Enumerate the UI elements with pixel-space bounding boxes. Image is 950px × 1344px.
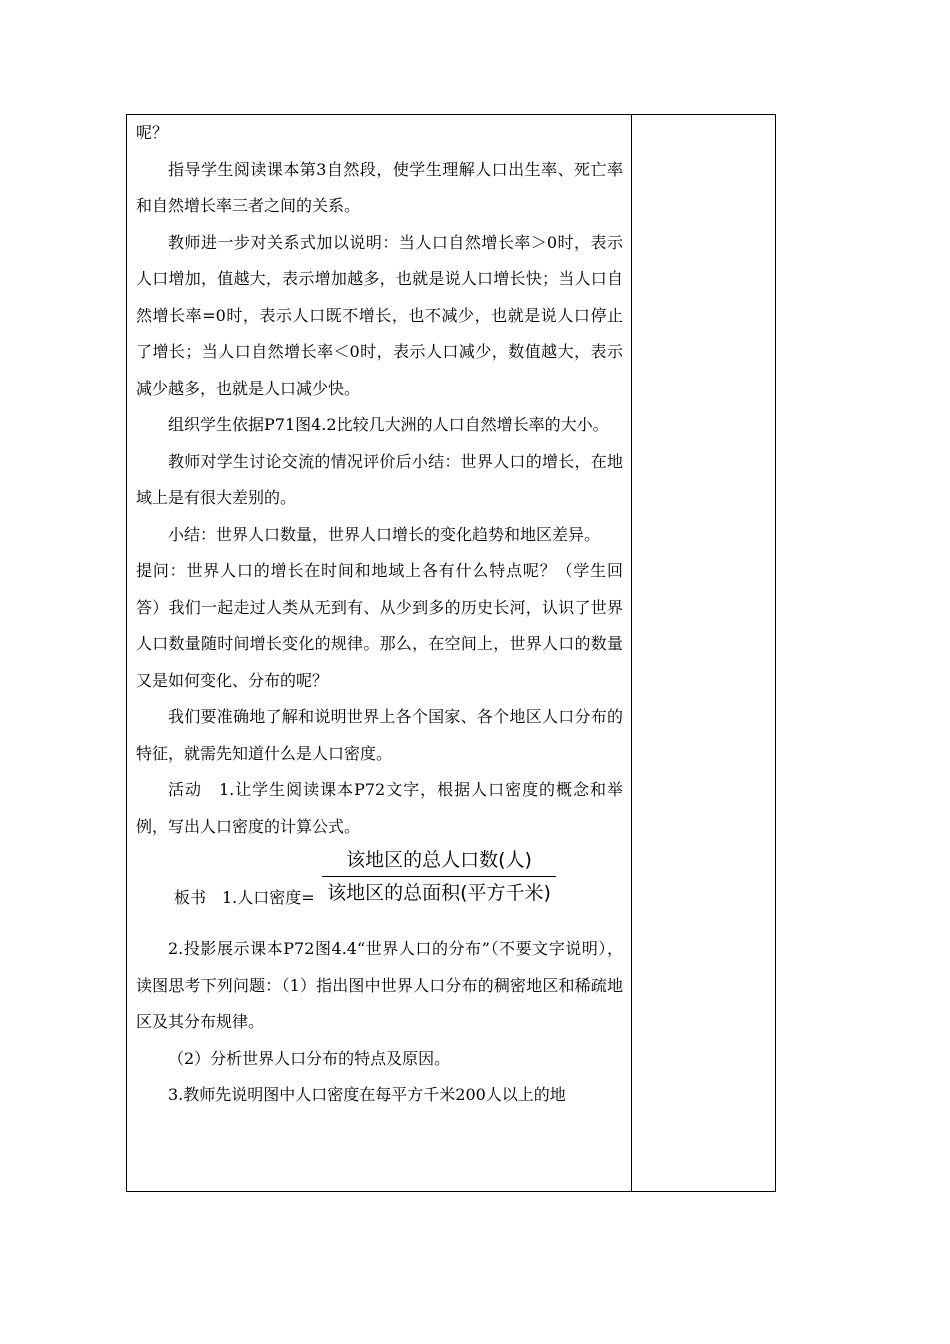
fraction-denominator: 该地区的总面积(平方千米) (327, 882, 551, 904)
paragraph: 小结：世界人口数量，世界人口增长的变化趋势和地区差异。 (168, 524, 601, 544)
paragraphs-before (136, 115, 623, 845)
paragraph: 提问：世界人口的增长在时间和地域上各有什么特点呢？（学生回答）我们一起走过人类从无到有、从少到多的历史长河，认识了世界人口数量随时间增长变化的规律。那么，在空间上，世界人口的数量又是如何变化、分布的呢？ (136, 561, 623, 690)
paragraph: 2.投影展示课本P72图4.4“世界人口的分布”（不要文字说明），读图思考下列问题：（1）指出图中世界人口分布的稠密地区和稀疏地区及其分布规律。 (136, 939, 623, 1031)
notes-cell (632, 115, 775, 1191)
paragraph: （2）分析世界人口分布的特点及原因。 (168, 1048, 451, 1068)
lesson-table (126, 114, 776, 1192)
paragraph: 指导学生阅读课本第3自然段，使学生理解人口出生率、死亡率和自然增长率三者之间的关系。 (136, 159, 623, 215)
spacer (136, 915, 623, 931)
paragraphs-after (136, 931, 623, 1114)
paragraph: 组织学生依据P71图4.2比较几大洲的人口自然增长率的大小。 (168, 415, 609, 434)
fraction-numerator: 该地区的总人口数(人) (346, 849, 532, 871)
paragraph: 活动 1.让学生阅读课本P72文字，根据人口密度的概念和举例，写出人口密度的计算公式。 (136, 780, 623, 836)
paragraph: 呢？ (136, 123, 169, 142)
paragraph: 教师进一步对关系式加以说明：当人口自然增长率＞0时，表示人口增加，值越大，表示增加越多，也就是说人口增长快；当人口自然增长率=0时，表示人口既不增长，也不减少，也就是说人口停止了增长；当人口自然增长率＜0时，表示人口减少，数值越大，表示减少越多，也就是人口减少快。 (136, 232, 623, 398)
paragraph: 教师对学生讨论交流的情况评价后小结：世界人口的增长，在地域上是有很大差别的。 (136, 451, 623, 507)
paragraph: 我们要准确地了解和说明世界上各个国家、各个地区人口分布的特征，就需先知道什么是人口密度。 (136, 707, 623, 763)
lesson-content-cell (127, 115, 632, 1191)
population-density-fraction (316, 845, 562, 908)
formula-block (136, 845, 623, 915)
paragraph: 3.教师先说明图中人口密度在每平方千米200人以上的地 (168, 1085, 566, 1104)
formula-label: 板书 1.人口密度= (174, 888, 315, 907)
